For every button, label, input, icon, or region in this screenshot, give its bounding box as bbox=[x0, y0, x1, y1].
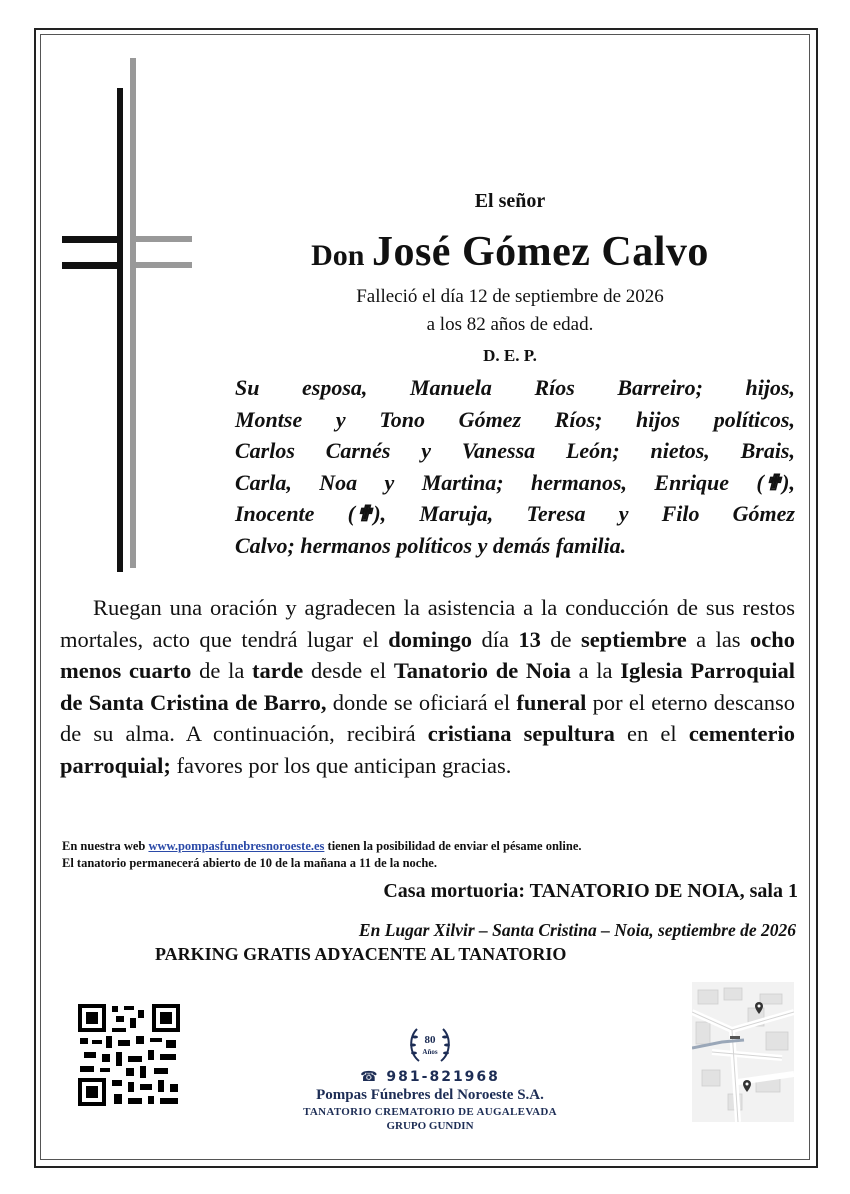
funeral: funeral bbox=[516, 689, 587, 715]
day-number: 13 bbox=[518, 626, 541, 652]
qr-code[interactable] bbox=[76, 1002, 182, 1108]
family-line: Carla, Noa y Martina; hermanos, Enrique (✟), bbox=[235, 469, 795, 495]
text: de la bbox=[191, 658, 253, 683]
origin-place: Tanatorio de Noia bbox=[393, 658, 571, 683]
text: día bbox=[472, 626, 519, 652]
text: de bbox=[540, 626, 581, 652]
family-line: Calvo; hermanos políticos y demás familia. bbox=[235, 532, 627, 558]
church: Iglesia Parroquial de Santa Cristina de Barro, bbox=[60, 658, 796, 715]
text: En nuestra web bbox=[62, 839, 149, 853]
notes bbox=[62, 838, 802, 872]
text: desde el bbox=[303, 658, 394, 683]
text: donde se oficiará el bbox=[326, 689, 517, 715]
text: en el bbox=[614, 721, 689, 746]
dep: D. E. P. bbox=[483, 346, 537, 365]
text: por el eterno descanso de su alma. A continuación, recibirá bbox=[60, 689, 795, 746]
deceased-name: José Gómez Calvo bbox=[371, 229, 709, 275]
funeral-home: Casa mortuoria: TANATORIO DE NOIA, sala 1 bbox=[383, 880, 798, 902]
cross-icon bbox=[60, 58, 200, 578]
text: Ruegan una oración y agradecen la asistencia a la conducción de sus restos mortales, acto que tendrá lugar el bbox=[60, 595, 795, 652]
text: favores por los que anticipan gracias. bbox=[170, 752, 512, 778]
badge-number: 80 bbox=[424, 1034, 436, 1046]
burial: cristiana sepultura bbox=[427, 721, 615, 746]
title-prefix: El señor bbox=[474, 190, 546, 212]
badge-text: Años bbox=[422, 1048, 438, 1056]
parking-note: PARKING GRATIS ADYACENTE AL TANATORIO bbox=[155, 944, 567, 964]
time: ocho menos cuarto bbox=[60, 626, 795, 683]
honorific: Don bbox=[311, 239, 365, 272]
website-link[interactable]: www.pompasfunebresnoroeste.es bbox=[148, 839, 325, 853]
location-map[interactable] bbox=[692, 982, 794, 1122]
laurel-badge-icon bbox=[405, 1025, 455, 1065]
place-date: En Lugar Xilvir – Santa Cristina – Noia, septiembre de 2026 bbox=[358, 920, 796, 940]
family-line: Montse y Tono Gómez Ríos; hijos políticos, bbox=[235, 406, 795, 432]
web-note bbox=[62, 838, 802, 855]
text: tienen la posibilidad de enviar el pésame online. bbox=[324, 839, 582, 853]
ceremony-text bbox=[60, 592, 795, 781]
company-footer bbox=[280, 1025, 580, 1132]
deceased-name-line bbox=[220, 228, 800, 276]
phone-icon: ☎ bbox=[360, 1069, 380, 1085]
text: a las bbox=[686, 626, 750, 652]
phone-line bbox=[280, 1069, 580, 1085]
day-word: domingo bbox=[388, 626, 473, 652]
family-line: Carlos Carnés y Vanessa León; nietos, Brais, bbox=[235, 438, 795, 463]
family-line: Su esposa, Manuela Ríos Barreiro; hijos, bbox=[235, 375, 795, 400]
opening-hours: El tanatorio permanecerá abierto de 10 de la mañana a 11 de la noche. bbox=[62, 856, 437, 870]
death-date: Falleció el día 12 de septiembre de 2026 bbox=[356, 286, 664, 307]
company-group: GRUPO GUNDIN bbox=[386, 1120, 474, 1132]
company-name: Pompas Fúnebres del Noroeste S.A. bbox=[316, 1087, 544, 1103]
family-line: Inocente (✟), Maruja, Teresa y Filo Gómez bbox=[235, 501, 795, 526]
text: a la bbox=[570, 658, 621, 683]
age: a los 82 años de edad. bbox=[426, 314, 594, 335]
family-list bbox=[235, 372, 795, 561]
company-subtitle: TANATORIO CREMATORIO DE AUGALEVADA bbox=[303, 1106, 557, 1118]
phone-number[interactable]: 981-821968 bbox=[386, 1069, 500, 1085]
cemetery: cementerio parroquial; bbox=[60, 721, 795, 778]
time-period: tarde bbox=[252, 658, 304, 683]
month: septiembre bbox=[580, 626, 687, 652]
